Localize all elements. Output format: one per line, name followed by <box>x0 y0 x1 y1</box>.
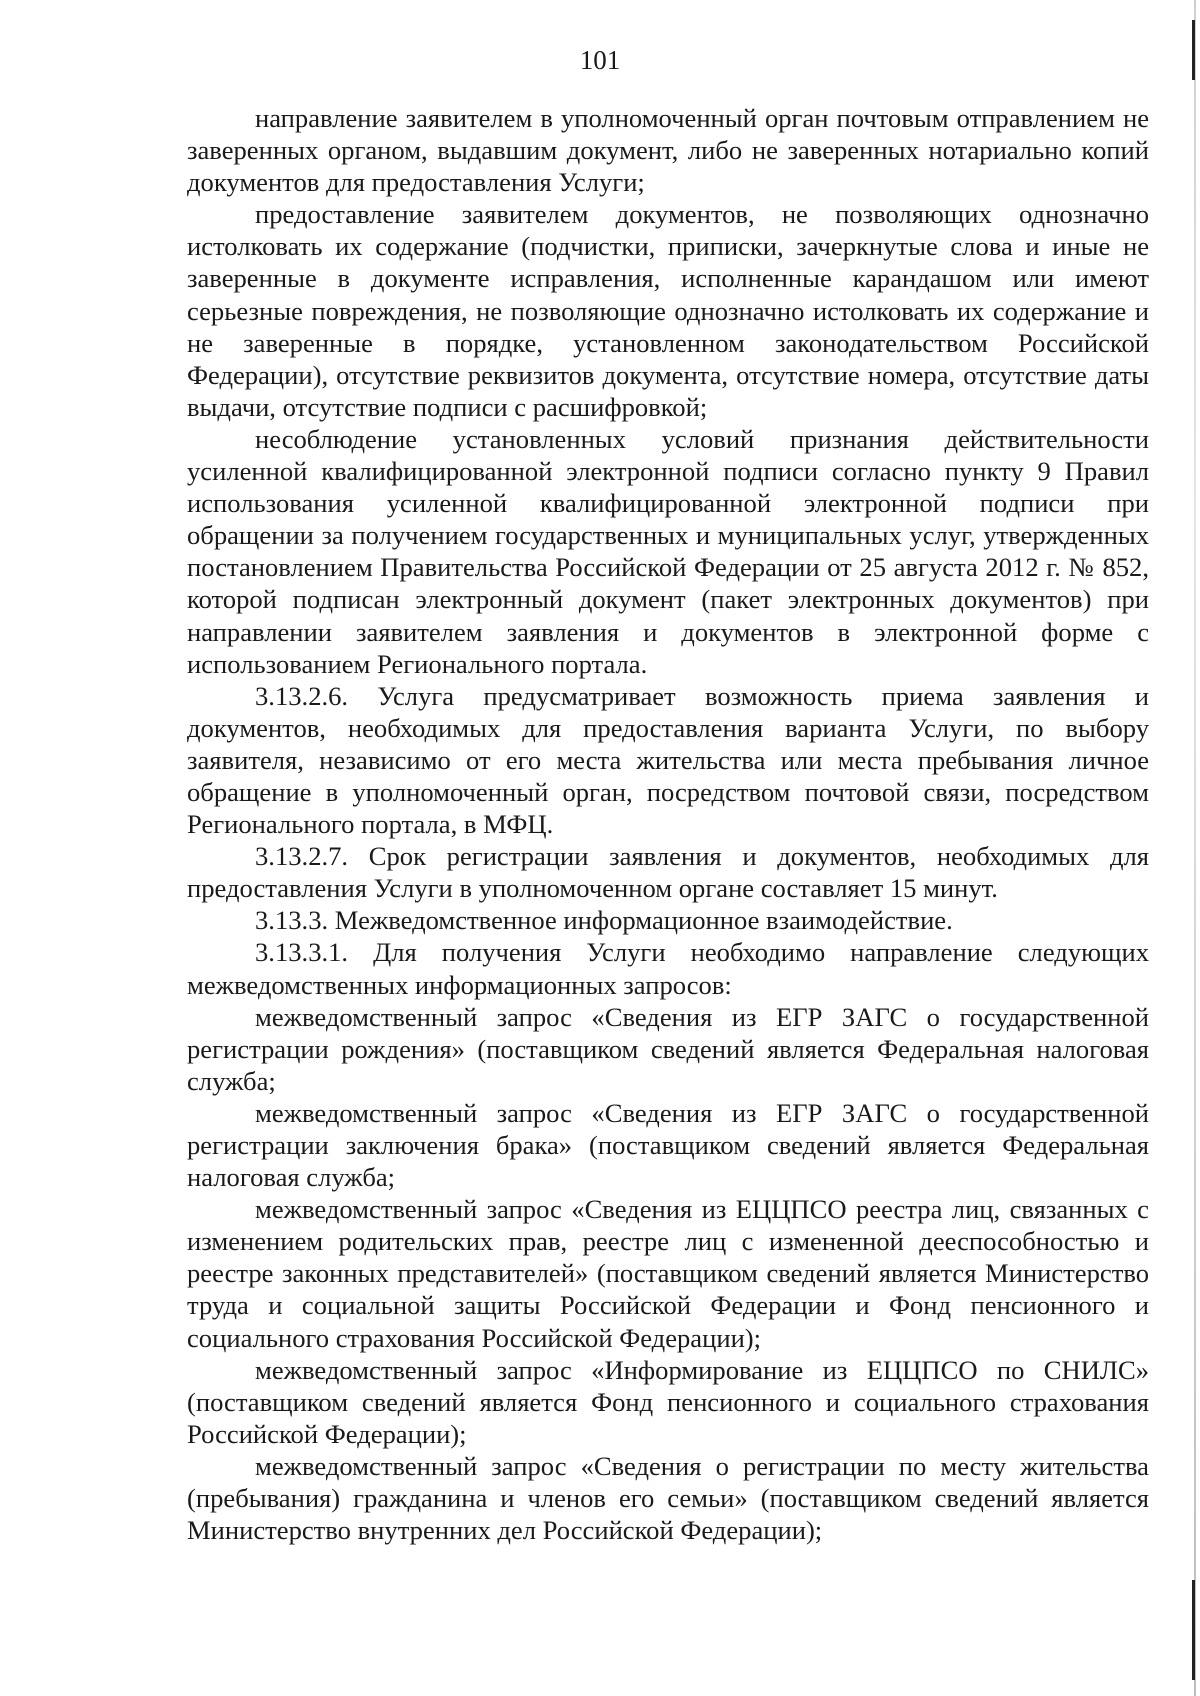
paragraph: 3.13.3.1. Для получения Услуги необходимо направление следующих межведомственных информационных запросов: <box>187 937 1149 1000</box>
paragraph: межведомственный запрос «Сведения из ЕГР ЗАГС о государственной регистрации рождения» (поставщиком сведений является Федеральная налоговая служба; <box>187 1001 1149 1096</box>
paragraph: межведомственный запрос «Сведения из ЕГР ЗАГС о государственной регистрации заключения брака» (поставщиком сведений является Федеральная налоговая служба; <box>187 1097 1149 1193</box>
paragraph: предоставление заявителем документов, не позволяющих однозначно истолковать их содержание (подчистки, приписки, зачеркнутые слова и иные не заверенные в документе исправления, исполненные карандашом или имеют серьезные повреждения, не позволяющие однозначно истолковать их содержание и не заверенные в порядке, установленном законодательством Российской Федерации), отсутствие реквизитов документа, отсутствие номера, отсутствие даты выдачи, отсутствие подписи с расшифровкой; <box>187 199 1149 422</box>
paragraph: 3.13.3. Межведомственное информационное взаимодействие. <box>255 905 953 936</box>
paragraph: направление заявителем в уполномоченный орган почтовым отправлением не заверенных органом, выдавшим документ, либо не заверенных нотариально копий документов для предоставления Услуги; <box>187 103 1149 198</box>
scan-mark <box>1192 1580 1195 1680</box>
paragraph: межведомственный запрос «Сведения о регистрации по месту жительства (пребывания) гражданина и членов его семьи» (поставщиком сведений является Министерство внутренних дел Российской Федерации); <box>187 1450 1149 1546</box>
scan-edge <box>1194 0 1196 1696</box>
paragraph: 3.13.2.6. Услуга предусматривает возможность приема заявления и документов, необходимых для предоставления варианта Услуги, по выбору заявителя, независимо от его места жительства или места пребывания личное обращение в уполномоченный орган, посредством почтовой связи, посредством Регионального портала, в МФЦ. <box>187 680 1149 840</box>
paragraph: межведомственный запрос «Информирование из ЕЦЦПСО по СНИЛС» (поставщиком сведений является Фонд пенсионного и социального страхования Российской Федерации); <box>187 1354 1149 1449</box>
paragraph: несоблюдение установленных условий признания действительности усиленной квалифицированной электронной подписи согласно пункту 9 Правил использования усиленной квалифицированной электронной подписи при обращении за получением государственных и муниципальных услуг, утвержденных постановлением Правительства Российской Федерации от 25 августа 2012 г. № 852, которой подписан электронный документ (пакет электронных документов) при направлении заявителем заявления и документов в электронной форме с использованием Регионального портала. <box>187 423 1149 679</box>
scan-mark <box>1192 20 1195 80</box>
page-number: 101 <box>579 45 621 75</box>
document-body <box>187 102 1149 1546</box>
paragraph: 3.13.2.7. Срок регистрации заявления и документов, необходимых для предоставления Услуги в уполномоченном органе составляет 15 минут. <box>187 841 1149 904</box>
paragraph: межведомственный запрос «Сведения из ЕЦЦПСО реестра лиц, связанных с изменением родительских прав, реестре лиц с измененной дееспособностью и реестре законных представителей» (поставщиком сведений является Министерство труда и социальной защиты Российской Федерации и Фонд пенсионного и социального страхования Российской Федерации); <box>187 1194 1149 1353</box>
